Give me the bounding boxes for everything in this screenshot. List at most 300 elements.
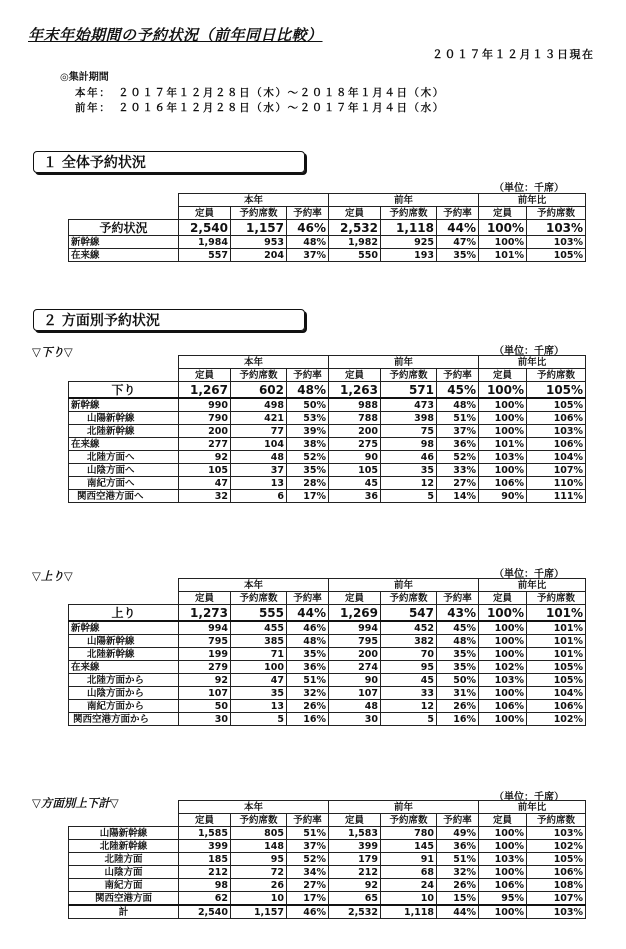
header-reserved: 予約席数 [231,369,287,382]
table-row [69,236,586,249]
cell: 100% [479,605,527,622]
row-label: 上り [69,605,179,622]
cell: 53% [287,412,329,425]
cell: 95% [479,892,527,906]
row-label: 北陸方面 [69,853,179,866]
cell: 275 [329,438,381,451]
cell: 103% [479,451,527,464]
row-label: 北陸新幹線 [69,648,179,661]
cell: 91 [381,853,437,866]
row-label: 山陰方面から [69,687,179,700]
cell: 37% [287,249,329,262]
cell: 46% [287,220,329,236]
row-label: 新幹線 [69,621,179,635]
row-label: 北陸方面へ [69,451,179,464]
row-label: 山陰方面 [69,866,179,879]
cell: 44% [287,605,329,622]
cell: 953 [231,236,287,249]
cell: 13 [231,477,287,490]
cell: 92 [179,674,231,687]
cell: 398 [381,412,437,425]
cell: 498 [231,398,287,412]
cell: 2,540 [179,220,231,236]
table-row [69,621,586,635]
cell: 26% [287,700,329,713]
cell: 1,263 [329,382,381,399]
table-row [69,249,586,262]
row-label: 北陸新幹線 [69,425,179,438]
header-capacity: 定員 [329,207,381,220]
cell: 399 [329,840,381,853]
cell: 550 [329,249,381,262]
row-label: 在来線 [69,438,179,451]
cell: 602 [231,382,287,399]
cell: 105% [527,249,586,262]
header-reserved: 予約席数 [527,592,586,605]
cell: 2,540 [179,905,231,919]
cell: 30 [179,713,231,726]
cell: 37% [287,840,329,853]
cell: 2,532 [329,905,381,919]
cell: 35% [287,464,329,477]
table-row [69,382,586,399]
cell: 105% [527,661,586,674]
header-reserved: 予約席数 [381,369,437,382]
cell: 36 [329,490,381,503]
header-capacity: 定員 [479,814,527,827]
cell: 90 [329,674,381,687]
header-rate: 予約率 [287,369,329,382]
row-label: 南紀方面へ [69,477,179,490]
cell: 52% [287,853,329,866]
cell: 45% [437,621,479,635]
table-row [69,866,586,879]
cell: 988 [329,398,381,412]
header-this-year: 本年 [179,356,329,369]
header-last-year: 前年 [329,356,479,369]
table-row [69,892,586,906]
cell: 100% [479,220,527,236]
row-label: 在来線 [69,661,179,674]
header-this-year: 本年 [179,579,329,592]
cell: 36% [437,840,479,853]
cell: 385 [231,635,287,648]
header-last-year: 前年 [329,801,479,814]
header-capacity: 定員 [179,369,231,382]
document-title: 年末年始期間の予約状況（前年同日比較） [28,26,323,44]
cell: 10 [381,892,437,906]
cell: 71 [231,648,287,661]
cell: 100% [479,648,527,661]
row-label: 北陸新幹線 [69,840,179,853]
row-label: 予約状況 [69,220,179,236]
row-label: 下り [69,382,179,399]
cell: 106% [479,477,527,490]
cell: 104% [527,451,586,464]
as-of-date: ２０１７年１２月１３日現在 [432,48,595,61]
cell: 48% [437,398,479,412]
cell: 46 [381,451,437,464]
cell: 101% [479,438,527,451]
cell: 37 [231,464,287,477]
table-row [69,412,586,425]
cell: 48% [287,236,329,249]
header-this-year: 本年 [179,194,329,207]
table-row [69,853,586,866]
cell: 105 [179,464,231,477]
cell: 111% [527,490,586,503]
cell: 805 [231,827,287,840]
header-last-year: 前年 [329,194,479,207]
header-rate: 予約率 [287,592,329,605]
cell: 50% [437,674,479,687]
header-last-year: 前年 [329,579,479,592]
cell: 51% [437,853,479,866]
cell: 100% [479,713,527,726]
cell: 75 [381,425,437,438]
table-row [69,827,586,840]
cell: 100% [479,412,527,425]
cell: 925 [381,236,437,249]
table-row [69,840,586,853]
cell: 100% [479,840,527,853]
cell: 788 [329,412,381,425]
header-reserved: 予約席数 [527,814,586,827]
cell: 108% [527,879,586,892]
cell: 100% [479,236,527,249]
cell: 33% [437,464,479,477]
header-reserved: 予約席数 [527,207,586,220]
cell: 95 [231,853,287,866]
cell: 32 [179,490,231,503]
header-capacity: 定員 [179,814,231,827]
row-label: 山陽新幹線 [69,635,179,648]
cell: 95 [381,661,437,674]
cell: 105 [329,464,381,477]
header-capacity: 定員 [479,207,527,220]
cell: 102% [479,661,527,674]
cell: 65 [329,892,381,906]
cell: 101% [479,249,527,262]
cell: 1,118 [381,905,437,919]
cell: 455 [231,621,287,635]
cell: 107% [527,464,586,477]
period-this-year: 本年： ２０１７年１２月２８日（木）～２０１８年１月４日（木） [75,87,445,99]
cell: 51% [287,827,329,840]
row-label: 山陰方面へ [69,464,179,477]
cell: 30 [329,713,381,726]
header-rate: 予約率 [437,592,479,605]
cell: 148 [231,840,287,853]
table-row [69,713,586,726]
cell: 44% [437,220,479,236]
cell: 5 [381,713,437,726]
cell: 35% [437,249,479,262]
header-ratio: 前年比 [479,579,586,592]
row-label: 在来線 [69,249,179,262]
header-rate: 予約率 [287,814,329,827]
row-label: 山陽新幹線 [69,827,179,840]
cell: 100 [231,661,287,674]
cell: 47 [231,674,287,687]
period-last-year: 前年： ２０１６年１２月２８日（水）～２０１７年１月４日（水） [75,102,445,114]
cell: 790 [179,412,231,425]
cell: 44% [437,905,479,919]
cell: 103% [527,425,586,438]
table-row [69,687,586,700]
cell: 45 [329,477,381,490]
header-ratio: 前年比 [479,194,586,207]
cell: 274 [329,661,381,674]
header-ratio: 前年比 [479,801,586,814]
cell: 212 [179,866,231,879]
cell: 90 [329,451,381,464]
cell: 100% [479,425,527,438]
cell: 35% [437,661,479,674]
cell: 43% [437,605,479,622]
cell: 199 [179,648,231,661]
cell: 72 [231,866,287,879]
cell: 473 [381,398,437,412]
cell: 421 [231,412,287,425]
cell: 212 [329,866,381,879]
row-label: 関西空港方面 [69,892,179,906]
cell: 101% [527,648,586,661]
cell: 100% [479,905,527,919]
cell: 48% [287,382,329,399]
cell: 51% [437,412,479,425]
cell: 107% [527,892,586,906]
table-row [69,635,586,648]
cell: 100% [479,866,527,879]
cell: 103% [479,853,527,866]
cell: 105% [527,674,586,687]
cell: 16% [437,713,479,726]
cell: 1,585 [179,827,231,840]
table-row [69,490,586,503]
row-label: 新幹線 [69,398,179,412]
cell: 32% [437,866,479,879]
cell: 103% [527,905,586,919]
header-capacity: 定員 [179,207,231,220]
cell: 795 [329,635,381,648]
down-heading: ▽下り▽ [32,345,73,359]
cell: 39% [287,425,329,438]
cell: 277 [179,438,231,451]
cell: 105% [527,382,586,399]
header-reserved: 予約席数 [381,592,437,605]
header-reserved: 予約席数 [527,369,586,382]
cell: 2,532 [329,220,381,236]
cell: 107 [179,687,231,700]
cell: 33 [381,687,437,700]
header-reserved: 予約席数 [231,207,287,220]
cell: 1,267 [179,382,231,399]
cell: 12 [381,700,437,713]
cell: 35 [381,464,437,477]
table-row [69,398,586,412]
up-table [68,578,586,726]
cell: 5 [381,490,437,503]
header-rate: 予約率 [437,369,479,382]
cell: 16% [287,713,329,726]
cell: 12 [381,477,437,490]
cell: 98 [179,879,231,892]
cell: 452 [381,621,437,635]
cell: 106% [527,412,586,425]
cell: 104 [231,438,287,451]
cell: 106% [479,700,527,713]
cell: 106% [527,700,586,713]
up-heading: ▽上り▽ [32,569,73,583]
cell: 26 [231,879,287,892]
cell: 106% [479,879,527,892]
cell: 1,273 [179,605,231,622]
cell: 90% [479,490,527,503]
overall-table [68,193,586,262]
cell: 32% [287,687,329,700]
cell: 38% [287,438,329,451]
cell: 36% [437,438,479,451]
cell: 1,157 [231,220,287,236]
cell: 100% [479,687,527,700]
header-capacity: 定員 [179,592,231,605]
cell: 50% [287,398,329,412]
cell: 28% [287,477,329,490]
cell: 100% [479,382,527,399]
cell: 990 [179,398,231,412]
table-row [69,451,586,464]
cell: 110% [527,477,586,490]
cell: 100% [479,398,527,412]
cell: 35 [231,687,287,700]
cell: 780 [381,827,437,840]
cell: 14% [437,490,479,503]
cell: 36% [287,661,329,674]
cell: 104% [527,687,586,700]
header-reserved: 予約席数 [381,207,437,220]
unit-note: （単位：千席） [494,346,564,357]
cell: 92 [179,451,231,464]
unit-note: （単位：千席） [494,569,564,580]
cell: 24 [381,879,437,892]
cell: 48 [231,451,287,464]
cell: 77 [231,425,287,438]
cell: 200 [329,425,381,438]
header-rate: 予約率 [437,814,479,827]
cell: 98 [381,438,437,451]
cell: 100% [479,827,527,840]
cell: 547 [381,605,437,622]
period-heading: ◎集計期間 [60,72,109,83]
cell: 49% [437,827,479,840]
table-row [69,879,586,892]
cell: 1,583 [329,827,381,840]
cell: 106% [527,438,586,451]
table-row [69,477,586,490]
cell: 46% [287,905,329,919]
cell: 51% [287,674,329,687]
cell: 35% [437,648,479,661]
cell: 107 [329,687,381,700]
row-label: 関西空港方面から [69,713,179,726]
cell: 26% [437,879,479,892]
header-this-year: 本年 [179,801,329,814]
table-row [69,464,586,477]
cell: 10 [231,892,287,906]
unit-note: （単位：千席） [494,183,564,194]
header-capacity: 定員 [329,592,381,605]
cell: 47% [437,236,479,249]
cell: 52% [287,451,329,464]
header-reserved: 予約席数 [231,814,287,827]
cell: 100% [479,464,527,477]
cell: 15% [437,892,479,906]
header-capacity: 定員 [479,592,527,605]
cell: 101% [527,605,586,622]
cell: 200 [329,648,381,661]
cell: 100% [479,635,527,648]
cell: 6 [231,490,287,503]
cell: 185 [179,853,231,866]
cell: 48 [329,700,381,713]
cell: 47 [179,477,231,490]
header-capacity: 定員 [329,814,381,827]
total-table [68,800,586,919]
cell: 1,269 [329,605,381,622]
cell: 105% [527,853,586,866]
row-label: 新幹線 [69,236,179,249]
cell: 204 [231,249,287,262]
cell: 193 [381,249,437,262]
cell: 5 [231,713,287,726]
unit-note: （単位：千席） [494,792,564,803]
cell: 26% [437,700,479,713]
cell: 102% [527,713,586,726]
cell: 68 [381,866,437,879]
cell: 103% [527,236,586,249]
cell: 35% [287,648,329,661]
header-reserved: 予約席数 [381,814,437,827]
cell: 795 [179,635,231,648]
cell: 101% [527,621,586,635]
row-label: 南紀方面 [69,879,179,892]
cell: 103% [527,827,586,840]
row-label: 計 [69,905,179,919]
cell: 101% [527,635,586,648]
cell: 13 [231,700,287,713]
cell: 102% [527,840,586,853]
cell: 994 [329,621,381,635]
table-row [69,425,586,438]
cell: 103% [527,220,586,236]
cell: 37% [437,425,479,438]
cell: 1,984 [179,236,231,249]
cell: 994 [179,621,231,635]
cell: 382 [381,635,437,648]
cell: 48% [437,635,479,648]
cell: 62 [179,892,231,906]
cell: 92 [329,879,381,892]
header-reserved: 予約席数 [231,592,287,605]
cell: 557 [179,249,231,262]
down-table [68,355,586,503]
table-row [69,605,586,622]
cell: 34% [287,866,329,879]
header-capacity: 定員 [479,369,527,382]
cell: 27% [287,879,329,892]
section1-title: １ 全体予約状況 [33,151,305,173]
